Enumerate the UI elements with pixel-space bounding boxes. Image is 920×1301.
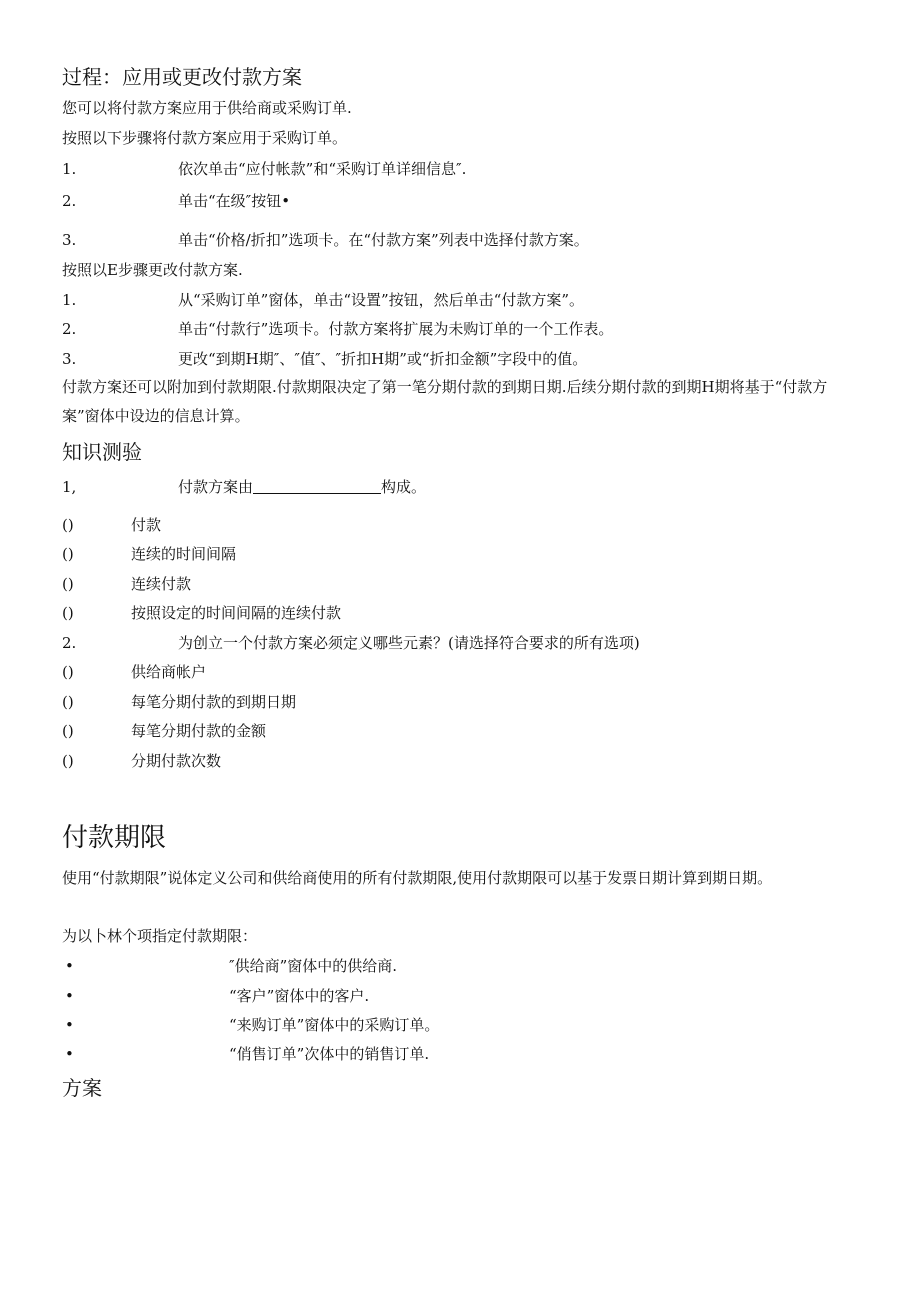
apply-step-3-number: 3. bbox=[62, 231, 77, 249]
q1-option-4-label: 按照设定的时间间隔的连续付款 bbox=[131, 604, 342, 622]
change-step-3-number: 3. bbox=[62, 350, 77, 368]
terms-bullet-3-text: “来购订单”窗体中的采购订单。 bbox=[229, 1016, 440, 1034]
apply-step-3-text: 单击“价格/折扣”选项卡。在“付款方案”列表中选择付款方案。 bbox=[178, 231, 589, 249]
terms-bullet-4-mark: • bbox=[65, 1045, 74, 1063]
procedure-heading: 过程：应用或更改付款方案 bbox=[62, 65, 302, 89]
procedure-intro-1: 您可以将付款方案应用于供给商或采购订单. bbox=[62, 99, 352, 117]
quiz-q2-text: 为创立一个付款方案必须定义哪些元素？(请选择符合要求的所有选项) bbox=[178, 634, 640, 652]
change-step-2-text: 单击“付款行”选项卡。付款方案将扩展为未购订单的一个工作表。 bbox=[178, 320, 614, 338]
apply-step-1-number: 1. bbox=[62, 160, 77, 178]
q1-option-4-mark[interactable]: () bbox=[62, 604, 74, 622]
terms-paragraph: 使用“付款期限”说体定义公司和供给商使用的所有付款期限,使用付款期限可以基于发票日期计算到期日期。 bbox=[62, 869, 773, 887]
scheme-heading: 方案 bbox=[62, 1076, 102, 1100]
quiz-q1-number: 1, bbox=[62, 478, 77, 496]
q2-option-3-label: 每笔分期付款的金额 bbox=[131, 722, 267, 740]
q2-option-4-label: 分期付款次数 bbox=[131, 752, 222, 770]
quiz-q1-answer-blank bbox=[253, 478, 381, 494]
q1-option-3-label: 连续付款 bbox=[131, 575, 192, 593]
q2-option-1-mark[interactable]: () bbox=[62, 663, 74, 681]
apply-step-1-text: 依次单击“应付帐款”和“采购订单详细信息″. bbox=[178, 160, 467, 178]
q2-option-4-mark[interactable]: () bbox=[62, 752, 74, 770]
q2-option-1-label: 供给商帐户 bbox=[131, 663, 207, 681]
terms-bullet-4-text: “俏售订单”次体中的销售订单. bbox=[229, 1045, 430, 1063]
terms-bullet-1-mark: • bbox=[65, 957, 74, 975]
q1-option-1-label: 付款 bbox=[131, 516, 162, 534]
procedure-note: 付款方案还可以附加到付款期限.付款期限决定了第一笔分期付款的到期日期.后续分期付款的到期H期将基于“付款方案”窗体中设边的信息计算。 bbox=[62, 378, 828, 425]
change-step-2-number: 2. bbox=[62, 320, 77, 338]
q1-option-3-mark[interactable]: () bbox=[62, 575, 74, 593]
apply-step-2-text: 单击“在级″按钮• bbox=[178, 192, 291, 210]
terms-bullet-1-text: ″供给商”窗体中的供给商. bbox=[229, 957, 398, 975]
quiz-heading: 知识测验 bbox=[62, 440, 142, 464]
terms-heading: 付款期限 bbox=[62, 823, 167, 853]
procedure-intro-2: 按照以下步骤将付款方案应用于采购订单。 bbox=[62, 129, 348, 147]
q1-option-2-label: 连续的时间间隔 bbox=[131, 545, 237, 563]
q2-option-2-mark[interactable]: () bbox=[62, 693, 74, 711]
quiz-q2-number: 2. bbox=[62, 634, 77, 652]
terms-bullet-2-text: “客户”窗体中的客户. bbox=[229, 987, 370, 1005]
quiz-q1-suffix: 构成。 bbox=[381, 478, 427, 496]
terms-bullet-3-mark: • bbox=[65, 1016, 74, 1034]
terms-bullet-2-mark: • bbox=[65, 987, 74, 1005]
terms-list-intro: 为以卜林个项指定付款期限： bbox=[62, 927, 258, 945]
quiz-q1-prefix: 付款方案由 bbox=[178, 478, 254, 496]
change-intro: 按照以E步骤更改付款方案. bbox=[62, 261, 243, 279]
q2-option-2-label: 每笔分期付款的到期日期 bbox=[131, 693, 297, 711]
apply-step-2-number: 2. bbox=[62, 192, 77, 210]
change-step-1-number: 1. bbox=[62, 291, 77, 309]
q1-option-1-mark[interactable]: () bbox=[62, 516, 74, 534]
quiz-q1-text bbox=[178, 476, 426, 498]
q2-option-3-mark[interactable]: () bbox=[62, 722, 74, 740]
q1-option-2-mark[interactable]: () bbox=[62, 545, 74, 563]
change-step-3-text: 更改“到期H期″、″值″、″折扣H期”或“折扣金额”字段中的值。 bbox=[178, 350, 588, 368]
change-step-1-text: 从“采购订单”窗体，单击“设置”按钮，然后单击“付款方案”。 bbox=[178, 291, 585, 309]
